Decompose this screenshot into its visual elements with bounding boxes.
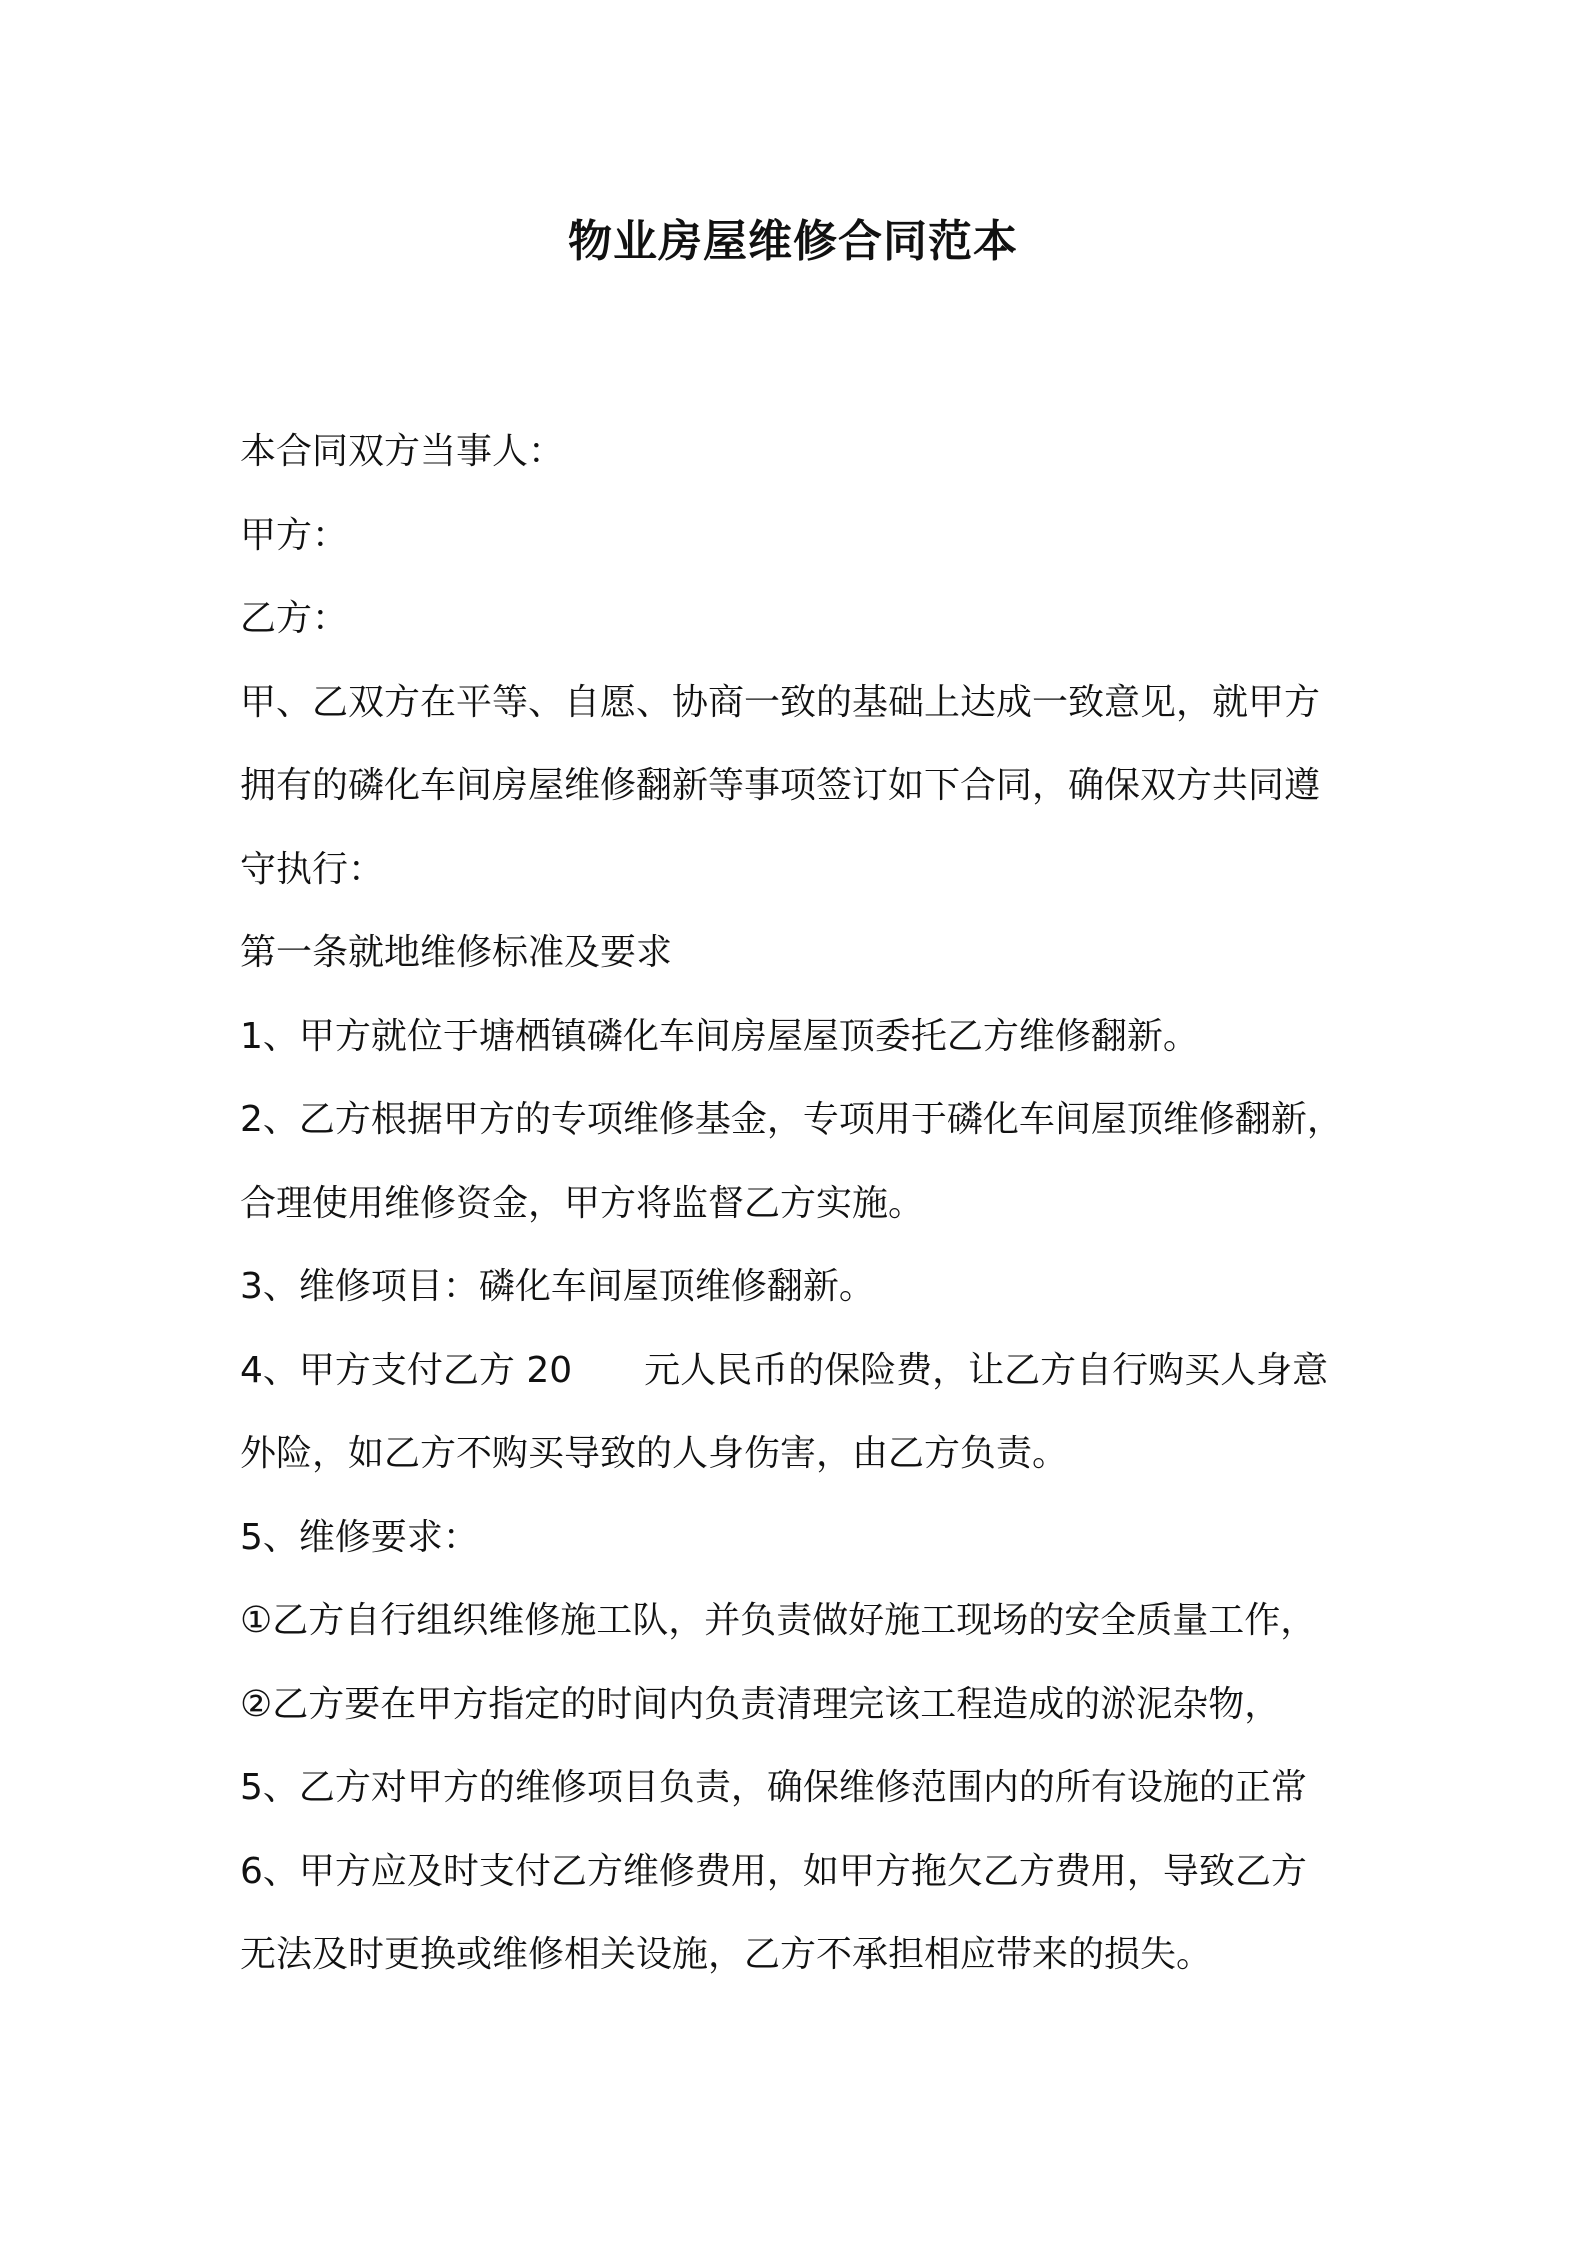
clause-5-item-1: ①乙方自行组织维修施工队，并负责做好施工现场的安全质量工作，	[240, 1600, 1317, 1641]
clause-2-line-2: 合理使用维修资金，甲方将监督乙方实施。	[240, 1182, 925, 1224]
clause-5b: 5、乙方对甲方的维修项目负责，确保维修范围内的所有设施的正常	[240, 1767, 1307, 1808]
article-1-heading: 第一条就地维修标准及要求	[240, 932, 673, 973]
preamble-line-3: 守执行：	[240, 848, 385, 890]
clause-2-line-1: 2、乙方根据甲方的专项维修基金，专项用于磷化车间屋顶维修翻新，	[240, 1099, 1343, 1140]
party-b-label: 乙方：	[240, 598, 349, 639]
clause-6-line-1: 6、甲方应及时支付乙方维修费用，如甲方拖欠乙方费用，导致乙方	[240, 1850, 1307, 1892]
document-title: 物业房屋维修合同范本	[568, 216, 1018, 267]
preamble-line-2: 拥有的磷化车间房屋维修翻新等事项签订如下合同，确保双方共同遵	[240, 765, 1321, 806]
clause-1: 1、甲方就位于塘栖镇磷化车间房屋屋顶委托乙方维修翻新。	[240, 1015, 1199, 1057]
preamble-line-1: 甲、乙双方在平等、自愿、协商一致的基础上达成一致意见，就甲方	[240, 681, 1321, 723]
clause-4-line-1	[240, 1329, 1370, 1413]
party-a-label: 甲方：	[240, 514, 349, 556]
clause-6-line-2: 无法及时更换或维修相关设施，乙方不承担相应带来的损失。	[240, 1934, 1213, 1975]
clause-5-heading: 5、维修要求：	[240, 1516, 479, 1558]
clause-3: 3、维修项目：磷化车间屋顶维修翻新。	[240, 1266, 875, 1307]
parties-heading: 本合同双方当事人：	[240, 431, 565, 472]
clause-4-amount: 4、甲方支付乙方 20	[240, 1349, 573, 1391]
clause-4-tail: 元人民币的保险费，让乙方自行购买人身意	[644, 1349, 1329, 1391]
document-body	[240, 410, 1370, 1997]
clause-5-item-2: ②乙方要在甲方指定的时间内负责清理完该工程造成的淤泥杂物，	[240, 1683, 1281, 1725]
clause-4-line-2: 外险，如乙方不购买导致的人身伤害，由乙方负责。	[240, 1433, 1069, 1474]
